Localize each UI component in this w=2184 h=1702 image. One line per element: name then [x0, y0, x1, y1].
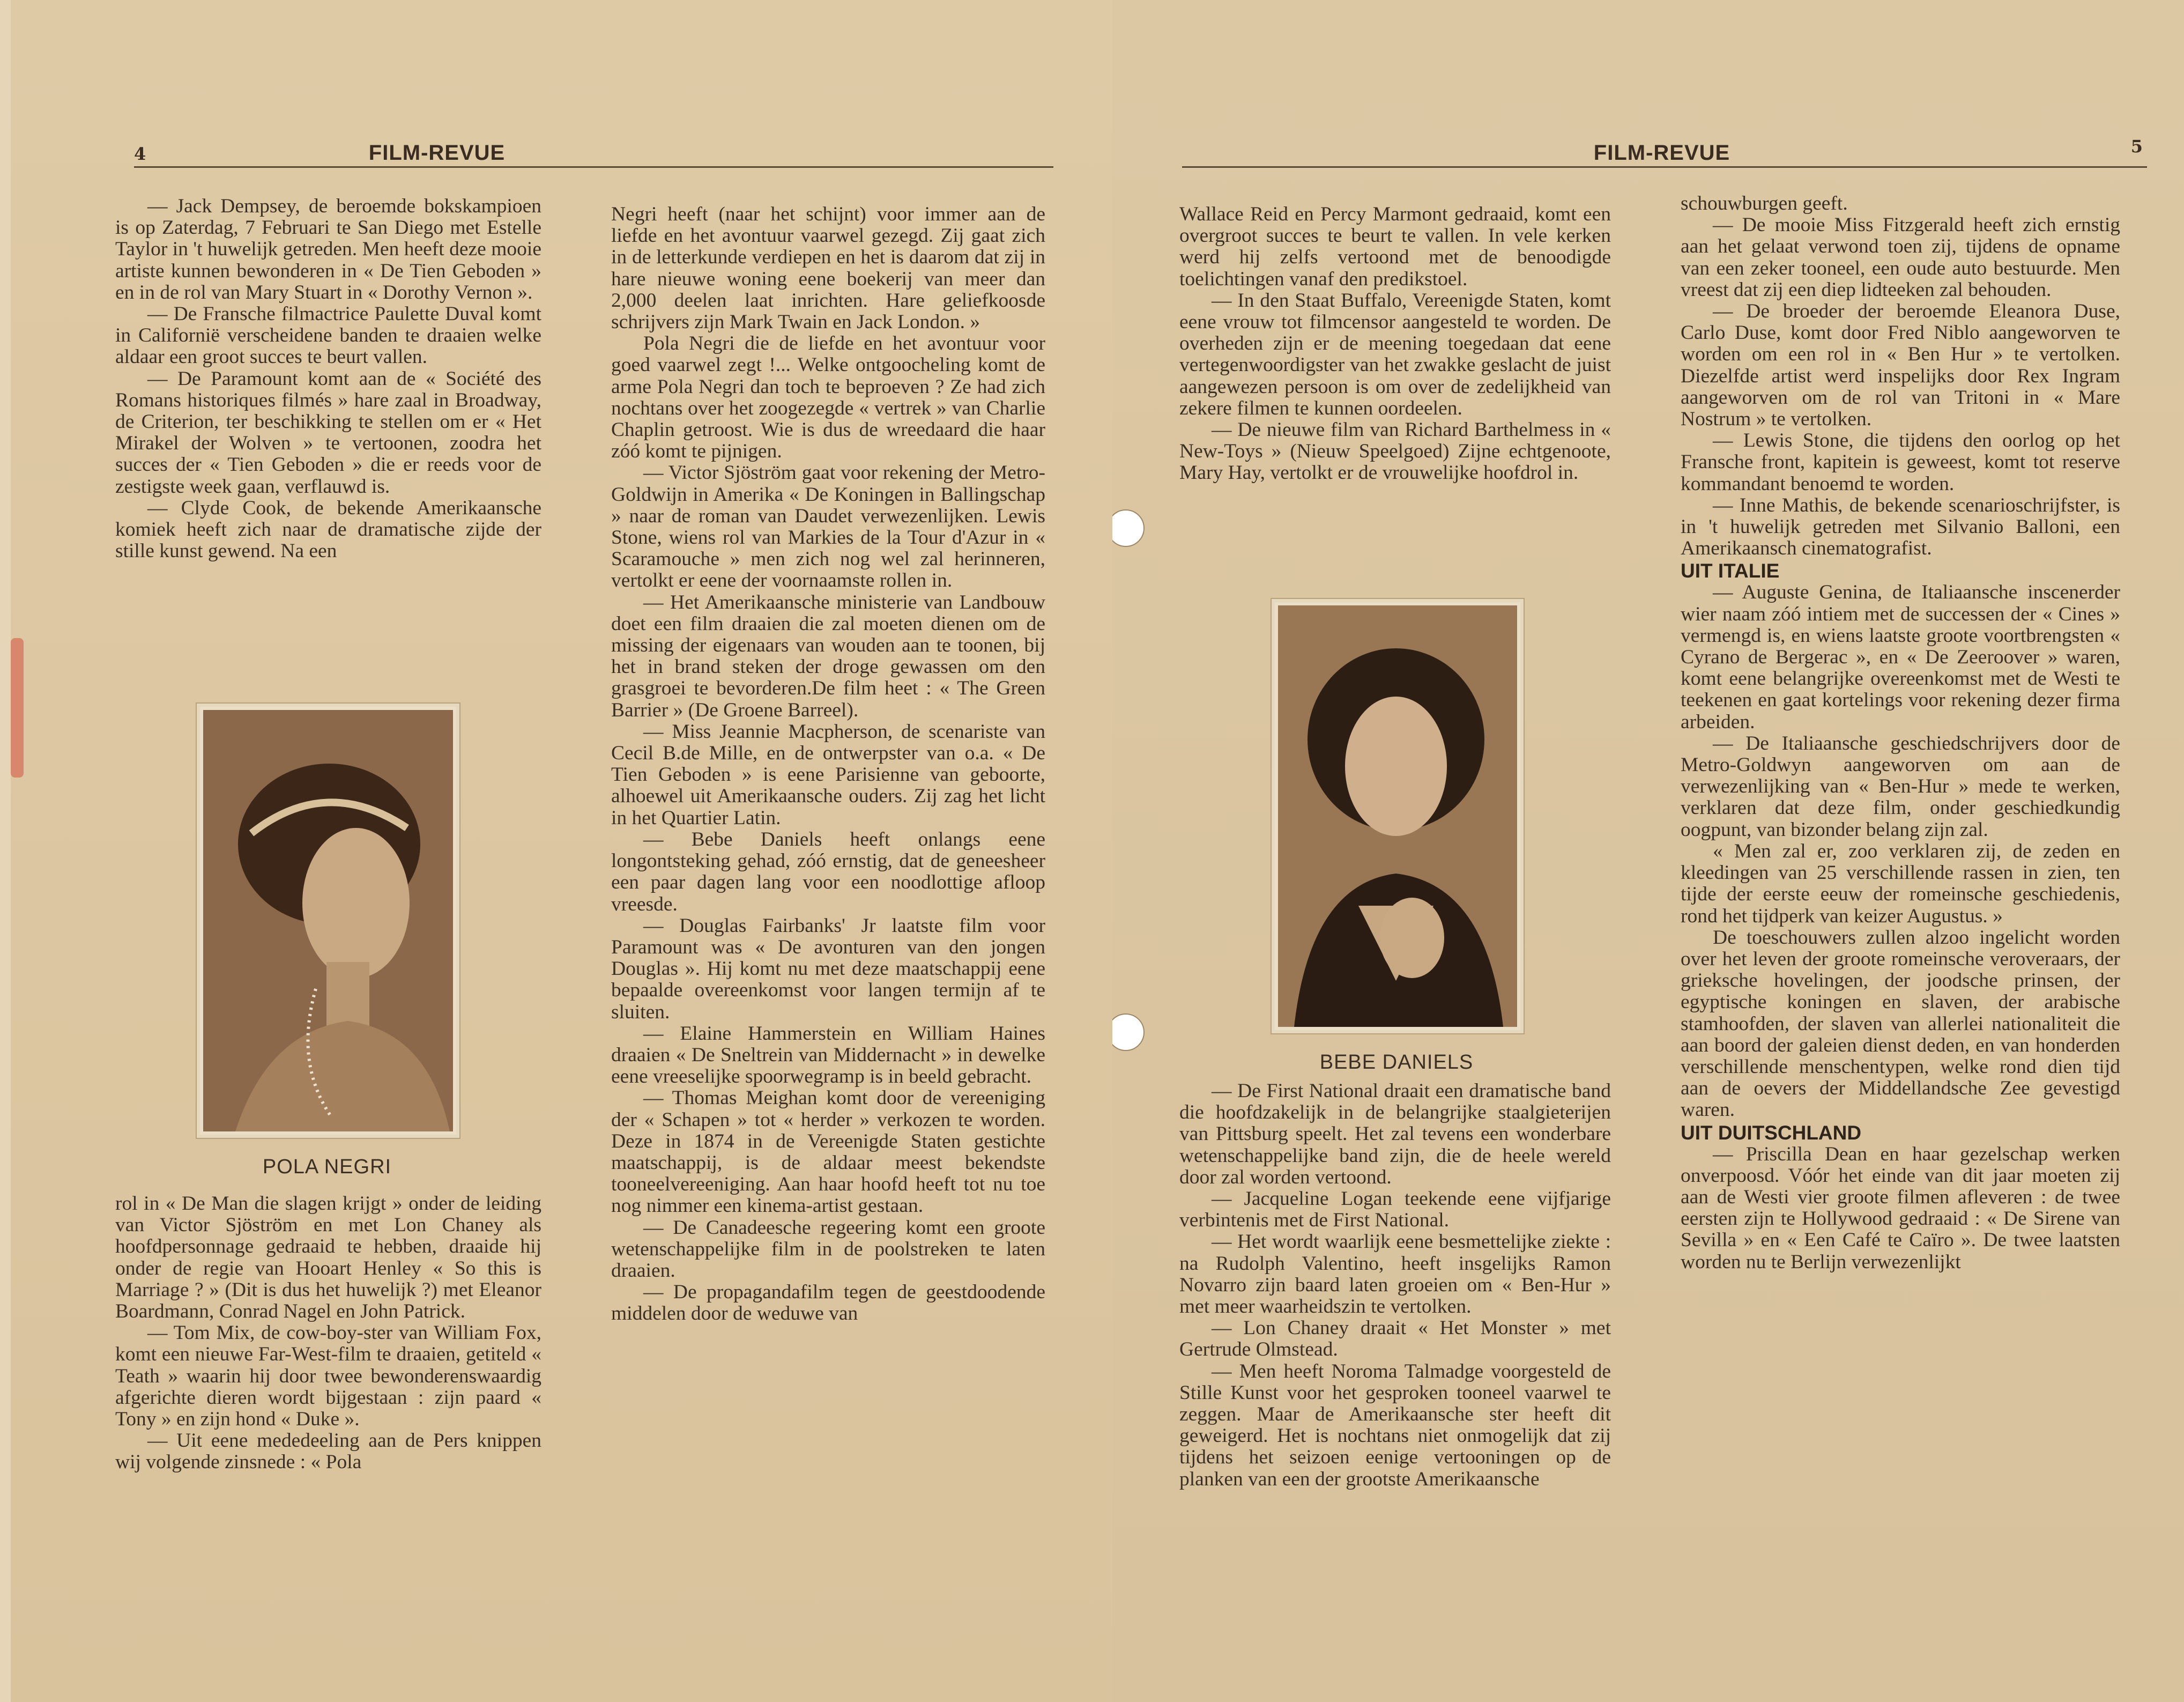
article-paragraph: — Auguste Genina, de Italiaansche inscenerder wier naam zóó intiem met de successen der « Cines » vermengd is, en wiens laatste groote voortbrengsten « Cyrano de Bergerac », en « De Zeeroover » waren, komt eene belangrijke overeenkomst met de Westi te teekenen en gaat kortelings voor rekening dezer firma arbeiden. — [1681, 581, 2120, 733]
article-paragraph: De toeschouwers zullen alzoo ingelicht worden over het leven der groote romeinsche veroveraars, der grieksche hovelingen, der joodsche prinsen, der egyptische koningen en slaven, der arabische stamhoofden, der slaven van allerlei nationaliteit die aan boord der galeien dienst deden, en van honderden verschillende menschentypen, welke rond dien tijd aan de oevers der Middellandsche Zee gevestigd waren. — [1681, 926, 2120, 1121]
bebe-daniels-caption: BEBE DANIELS — [1319, 1051, 1474, 1074]
article-paragraph: — De broeder der beroemde Eleanora Duse, Carlo Duse, komt door Fred Niblo aangeworven te worden om een rol in « Ben Hur » te vertolken. Diezelfde artist werd inspelijks door Rex Ingram aangeworven om de rol van Tritoni in « Mare Nostrum » te vertolken. — [1681, 300, 2120, 431]
binding-hole-bottom — [1112, 1013, 1145, 1051]
binding-hole-top — [1112, 509, 1145, 547]
article-paragraph: — De Italiaansche geschiedschrijvers door de Metro-Goldwyn aangeworven om aan de verwezenlijking van « Ben-Hur » mede te werken, verklaren dat deze film, onder geschiedkundig oogpunt, van bizonder belang zijn zal. — [1681, 732, 2120, 841]
pola-negri-photo — [196, 702, 460, 1139]
article-paragraph: — Miss Jeannie Macpherson, de scenariste van Cecil B.de Mille, en de ontwerpster van o.a. « De Tien Geboden » is eene Parisienne van geboorte, alhoewel uit Amerikaansche ouders. Zij zag het licht in het Quartier Latin. — [611, 720, 1045, 829]
right-column-1-bottom — [1179, 1081, 1611, 1574]
article-paragraph: — Bebe Daniels heeft onlangs eene longontsteking gehad, zóó ernstig, dat de geneesheer een paar dagen lang voor een noodlottige afloop vreesde. — [611, 828, 1045, 915]
right-page-number: 5 — [2130, 136, 2143, 157]
article-paragraph: — Thomas Meighan komt door de vereeniging der « Schapen » tot « herder » verkozen te worden. Deze in 1874 in de Vereenigde Staten gestichte maatschappij, is de aldaar meest bekendste tooneelvereeniging. Aan haar hoofd heeft tot nu toe nog nimmer een kinema-artist gestaan. — [611, 1087, 1045, 1217]
article-paragraph: — Het Amerikaansche ministerie van Landbouw doet een film draaien die zal moeten dienen om de missing der eigenaars van wouden aan te toonen, bij het in brand steken der droge gewassen om den grasgroei te bevorderen.De film heet : « The Green Barrier » (De Groene Barreel). — [611, 591, 1045, 721]
portrait-image — [1278, 605, 1517, 1027]
left-page-header — [134, 134, 1053, 168]
left-page — [11, 0, 1113, 1702]
portrait-figure — [203, 710, 453, 1131]
article-paragraph: — De Canadeesche regeering komt een groote wetenschappelijke film in de poolstreken te laten draaien. — [611, 1216, 1045, 1282]
article-paragraph: — De First National draait een dramatische band die hoofdzakelijk in de belangrijke staalgieterijen van Pittsburg speelt. Het zal tevens een wonderbare wetenschappelijke band zijn, die de heele wereld door zal worden vertoond. — [1179, 1081, 1611, 1188]
article-paragraph: schouwburgen geeft. — [1681, 193, 1848, 214]
portrait-image — [203, 710, 453, 1131]
right-page-title: FILM-REVUE — [1593, 141, 1730, 165]
article-paragraph: — Lon Chaney draait « Het Monster » met Gertrude Olmstead. — [1179, 1317, 1611, 1361]
article-paragraph: « Men zal er, zoo verklaren zij, de zeden en kleedingen van 25 verschillende rassen in zien, ten tijde der eerste eeuw der romeinsche geschiedenis, rond het tijdperk van keizer Augustus. » — [1681, 840, 2120, 927]
article-paragraph: — Lewis Stone, die tijdens den oorlog op het Fransche front, kapitein is geweest, komt tot reserve kommandant benoemd te worden. — [1681, 430, 2120, 495]
article-paragraph: Wallace Reid en Percy Marmont gedraaid, komt een overgroot succes te beurt te vallen. In vele kerken werd hij zelfs vertoond met de benoodigde toelichtingen vanaf den predikstoel. — [1179, 204, 1611, 290]
article-paragraph: — Uit eene mededeeling aan de Pers knippen wij volgende zinsnede : « Pola — [115, 1430, 541, 1474]
article-paragraph: — In den Staat Buffalo, Vereenigde Staten, komt eene vrouw tot filmcensor aangesteld te worden. De overheden zijn er de meening toegedaan dat eene vertegenwoordigster van het zwakke geslacht de juist aangewezen persoon is om over de zedelijkheid van zekere filmen te kunnen oordeelen. — [1179, 289, 1611, 419]
article-paragraph: — Elaine Hammerstein en William Haines draaien « De Sneltrein van Middernacht » in dewelke eene vreeselijke spoorwegramp is in beeld gebracht. — [611, 1022, 1045, 1088]
section-heading: UIT DUITSCHLAND — [1681, 1121, 1862, 1144]
left-page-title: FILM-REVUE — [368, 141, 506, 165]
right-page-header — [1182, 134, 2147, 168]
article-paragraph: — Douglas Fairbanks' Jr laatste film voor Paramount was « De avonturen van den jongen Douglas ». Hij komt nu met deze maatschappij eene bepaalde overeenkomst voor langen termijn af te sluiten. — [611, 914, 1045, 1023]
article-paragraph: — Victor Sjöström gaat voor rekening der Metro-Goldwijn in Amerika « De Koningen in Ballingschap » naar de roman van Daudet verwezenlijken. Lewis Stone, wiens rol van Markies de la Tour d'Azur in « Scaramouche » men zich nog wel zal herinneren, vertolkt er eene der voornaamste rollen in. — [611, 462, 1045, 592]
article-paragraph: — Jack Dempsey, de beroemde bokskampioen is op Zaterdag, 7 Februari te San Diego met Estelle Taylor in 't huwelijk getreden. Men heeft deze mooie artiste kunnen bewonderen in « De Tien Geboden » en in de rol van Mary Stuart in « Dorothy Vernon ». — [115, 196, 541, 304]
pola-negri-caption: POLA NEGRI — [262, 1156, 392, 1178]
left-column-1-bottom — [115, 1193, 541, 1568]
article-paragraph: — Inne Mathis, de bekende scenarioschrijfster, is in 't huwelijk getreden met Silvanio Balloni, een Amerikaansch cinematografist. — [1681, 494, 2120, 560]
portrait-figure — [1278, 605, 1517, 1027]
article-paragraph: Pola Negri die de liefde en het avontuur voor goed vaarwel zegt !... Welke ontgoocheling komt de arme Pola Negri dan toch te beproeven ? Ze had zich nochtans over het zoogezegde « vertrek » van Charlie Chaplin getroost. Wie is dus de wreedaard die haar zóó komt te pijnigen. — [611, 332, 1045, 463]
article-paragraph: — De nieuwe film van Richard Barthelmess in « New-Toys » (Nieuw Speelgoed) Zijne echtgenoote, Mary Hay, vertolkt er de vrouwelijke hoofdrol in. — [1179, 419, 1611, 484]
right-column-2 — [1681, 193, 2120, 1587]
article-paragraph: — De Fransche filmactrice Paulette Duval komt in Californië verscheidene banden te draaien welke aldaar een groot succes te beurt vallen. — [115, 303, 541, 368]
left-column-2 — [611, 204, 1045, 1577]
article-paragraph: — Clyde Cook, de bekende Amerikaansche komiek heeft zich naar de dramatische zijde der stille kunst gewend. Na een — [115, 497, 541, 563]
article-paragraph: — Priscilla Dean en haar gezelschap werken onverpoosd. Vóór het einde van dit jaar moeten zij aan de Westi vier groote filmen afleveren : de twee eersten zijn te Hollywood gedraaid : « De Sirene van Sevilla » en « Een Café te Caïro ». De twee laatsten worden nu te Berlijn verwezenlijkt — [1681, 1143, 2120, 1273]
left-page-number: 4 — [134, 144, 146, 164]
section-heading: UIT ITALIE — [1681, 560, 1780, 582]
right-column-1-top — [1179, 204, 1611, 587]
article-paragraph: rol in « De Man die slagen krijgt » onder de leiding van Victor Sjöström en met Lon Chaney als hoofdpersonnage gedraaid te hebben, draaide hij onder de regie van Hooart Henley « So this is Marriage ? » (Dit is dus het huwelijk ?) met Eleanor Boardmann, Conrad Nagel en John Patrick. — [115, 1193, 541, 1323]
article-paragraph: — Men heeft Noroma Talmadge voorgesteld de Stille Kunst voor het gesproken tooneel vaarwel te zeggen. Maar de Amerikaansche ster heeft dit geweigerd. Het is nochtans niet onmogelijk dat zij tijdens het seizoen eenige vertooningen op de planken van een der grootste Amerikaansche — [1179, 1360, 1611, 1490]
article-paragraph: — Tom Mix, de cow-boy-ster van William Fox, komt een nieuwe Far-West-film te draaien, getiteld « Teath » waarin hij door twee bewonderenswaardig afgerichte dieren wordt bijgestaan : zijn paard « Tony » en zijn hond « Duke ». — [115, 1322, 541, 1431]
right-page — [1112, 0, 2184, 1702]
article-paragraph: — Jacqueline Logan teekende eene vijfjarige verbintenis met de First National. — [1179, 1188, 1611, 1232]
bebe-daniels-photo — [1271, 598, 1525, 1034]
article-paragraph: — De propagandafilm tegen de geestdoodende middelen door de weduwe van — [611, 1281, 1045, 1325]
article-paragraph: — De mooie Miss Fitzgerald heeft zich ernstig aan het gelaat verwond toen zij, tijdens de opname van een zeker tooneel, een oude auto bestuurde. Men vreest dat zij een diep lidteeken zal behouden. — [1681, 214, 2120, 301]
article-paragraph: Negri heeft (naar het schijnt) voor immer aan de liefde en het avontuur vaarwel gezegd. Zij gaat zich in de letterkunde verdiepen en het is daarom dat zij in hare nieuwe woning eene boekerij van meer dan 2,000 deelen laat inrichten. Hare geliefkoosde schrijvers zijn Mark Twain en Jack London. » — [611, 204, 1045, 334]
article-paragraph: — De Paramount komt aan de « Société des Romans historiques filmés » hare zaal in Broadway, de Criterion, ter beschikking te stellen om er « Het Mirakel der Wolven » te vertoonen, zoodra het succes der « Tien Geboden » die er reeds voor de zestigste week gaan, verflauwd is. — [115, 367, 541, 498]
article-paragraph: — Het wordt waarlijk eene besmettelijke ziekte : na Rudolph Valentino, heeft insgelijks Ramon Novarro zijn baard laten groeien om « Ben-Hur » met meer waarheidszin te vertolken. — [1179, 1231, 1611, 1318]
left-column-1-top — [115, 196, 541, 689]
red-page-edge — [11, 638, 24, 778]
